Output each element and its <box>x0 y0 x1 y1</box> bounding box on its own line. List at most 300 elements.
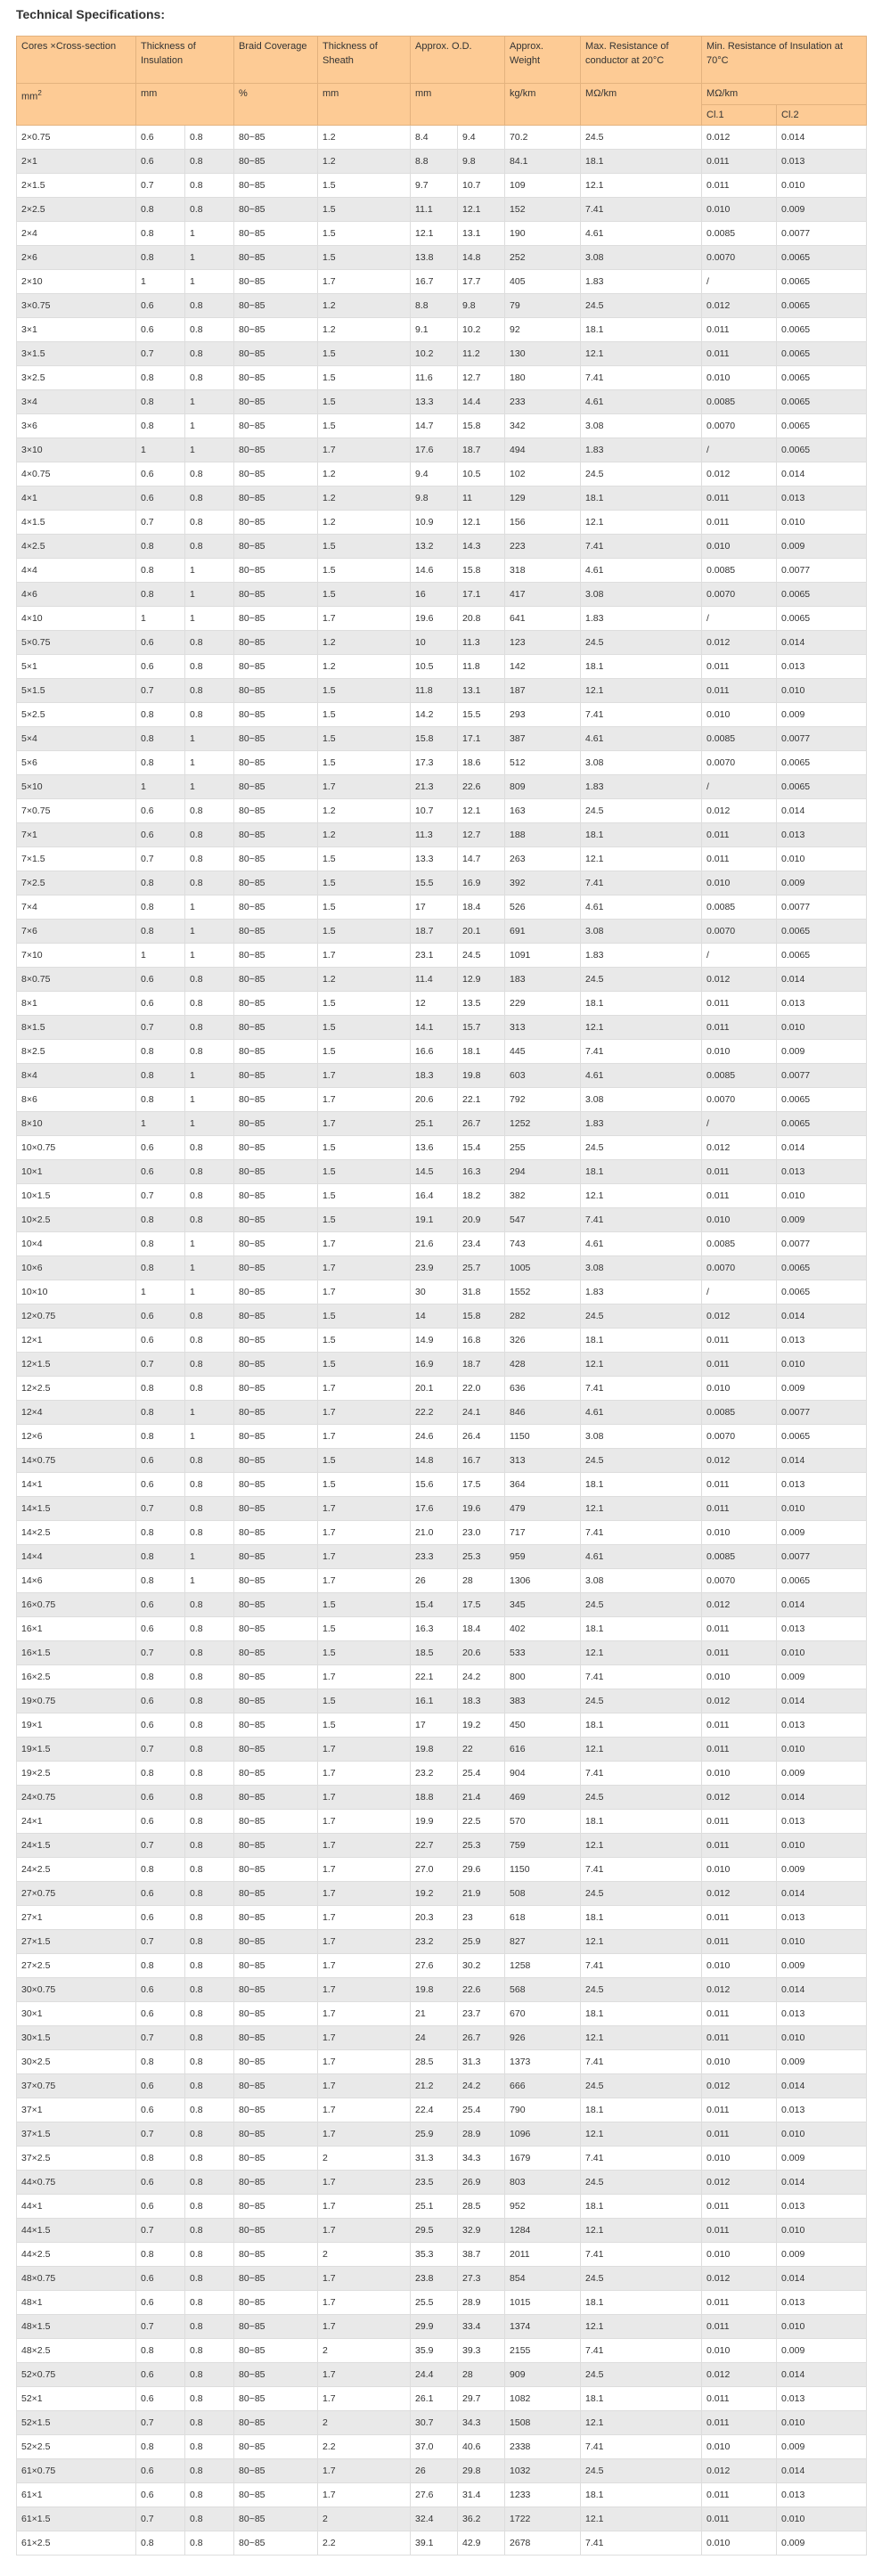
cell-insulation-cl1: 0.011 <box>702 1641 777 1665</box>
cell-braid-coverage: 80~85 <box>234 150 318 174</box>
cell-insulation-min: 0.6 <box>136 1882 185 1906</box>
cell-od-max: 25.3 <box>458 1834 505 1858</box>
cell-braid-coverage: 80~85 <box>234 2098 318 2122</box>
cell-braid-coverage: 80~85 <box>234 126 318 150</box>
cell-weight: 1082 <box>505 2387 581 2411</box>
cell-insulation-max: 0.8 <box>185 2195 234 2219</box>
cell-insulation-cl1: 0.011 <box>702 1160 777 1184</box>
table-row <box>17 462 867 487</box>
cell-od-min: 15.4 <box>411 1593 458 1617</box>
cell-weight: 152 <box>505 198 581 222</box>
cell-insulation-min: 0.8 <box>136 727 185 751</box>
cell-cores: 5×1.5 <box>17 679 136 703</box>
cell-insulation-cl1: 0.012 <box>702 2267 777 2291</box>
cell-max-resistance: 24.5 <box>581 294 702 318</box>
cell-sheath-thickness: 1.5 <box>318 559 411 583</box>
cell-insulation-min: 0.6 <box>136 2074 185 2098</box>
cell-od-min: 21.6 <box>411 1232 458 1256</box>
cell-od-min: 10.7 <box>411 799 458 823</box>
cell-od-max: 24.2 <box>458 2074 505 2098</box>
cell-braid-coverage: 80~85 <box>234 1473 318 1497</box>
table-row <box>17 751 867 775</box>
cell-cores: 8×6 <box>17 1088 136 1112</box>
cell-braid-coverage: 80~85 <box>234 1040 318 1064</box>
cell-weight: 952 <box>505 2195 581 2219</box>
cell-od-max: 12.7 <box>458 366 505 390</box>
table-row <box>17 2267 867 2291</box>
cell-max-resistance: 18.1 <box>581 1810 702 1834</box>
cell-cores: 19×1.5 <box>17 1738 136 1762</box>
cell-insulation-cl1: 0.0070 <box>702 920 777 944</box>
cell-cores: 3×6 <box>17 414 136 438</box>
cell-weight: 717 <box>505 1521 581 1545</box>
cell-insulation-cl1: 0.010 <box>702 1858 777 1882</box>
cell-max-resistance: 12.1 <box>581 1930 702 1954</box>
cell-insulation-min: 0.7 <box>136 1834 185 1858</box>
cell-sheath-thickness: 1.5 <box>318 1593 411 1617</box>
cell-max-resistance: 7.41 <box>581 2050 702 2074</box>
cell-insulation-max: 0.8 <box>185 2483 234 2507</box>
cell-sheath-thickness: 1.7 <box>318 1882 411 1906</box>
cell-insulation-min: 0.6 <box>136 2195 185 2219</box>
cell-cores: 52×2.5 <box>17 2435 136 2459</box>
cell-insulation-cl1: 0.010 <box>702 2147 777 2171</box>
cell-sheath-thickness: 1.7 <box>318 1858 411 1882</box>
cell-insulation-max: 0.8 <box>185 1641 234 1665</box>
table-row <box>17 1353 867 1377</box>
cell-insulation-cl1: 0.010 <box>702 871 777 895</box>
cell-max-resistance: 7.41 <box>581 1521 702 1545</box>
table-row <box>17 2435 867 2459</box>
cell-insulation-min: 0.7 <box>136 2315 185 2339</box>
cell-weight: 345 <box>505 1593 581 1617</box>
cell-insulation-max: 0.8 <box>185 1665 234 1689</box>
cell-cores: 3×2.5 <box>17 366 136 390</box>
cell-insulation-cl2: 0.009 <box>777 2243 867 2267</box>
cell-sheath-thickness: 1.7 <box>318 1377 411 1401</box>
cell-weight: 641 <box>505 607 581 631</box>
cell-braid-coverage: 80~85 <box>234 1353 318 1377</box>
cell-max-resistance: 7.41 <box>581 1377 702 1401</box>
table-row <box>17 2387 867 2411</box>
cell-cores: 8×4 <box>17 1064 136 1088</box>
cell-insulation-cl1: 0.012 <box>702 1136 777 1160</box>
table-row <box>17 2219 867 2243</box>
cell-cores: 37×1.5 <box>17 2122 136 2147</box>
table-row <box>17 703 867 727</box>
cell-insulation-min: 0.8 <box>136 871 185 895</box>
cell-insulation-cl2: 0.010 <box>777 847 867 871</box>
cell-max-resistance: 1.83 <box>581 438 702 462</box>
cell-insulation-cl2: 0.014 <box>777 2171 867 2195</box>
cell-insulation-cl1: / <box>702 944 777 968</box>
cell-od-max: 11.3 <box>458 631 505 655</box>
cell-insulation-cl1: / <box>702 775 777 799</box>
cell-insulation-cl2: 0.014 <box>777 1304 867 1329</box>
cell-insulation-cl2: 0.0065 <box>777 1112 867 1136</box>
cell-od-min: 15.5 <box>411 871 458 895</box>
cell-od-max: 12.1 <box>458 198 505 222</box>
cell-insulation-max: 0.8 <box>185 2411 234 2435</box>
cell-insulation-cl2: 0.013 <box>777 1329 867 1353</box>
table-row <box>17 2026 867 2050</box>
cell-insulation-cl1: 0.012 <box>702 2363 777 2387</box>
cell-od-max: 20.8 <box>458 607 505 631</box>
table-row <box>17 2074 867 2098</box>
cell-od-min: 9.1 <box>411 318 458 342</box>
cell-od-max: 13.5 <box>458 992 505 1016</box>
cell-insulation-cl2: 0.010 <box>777 1497 867 1521</box>
cell-cores: 30×2.5 <box>17 2050 136 2074</box>
cell-cores: 10×10 <box>17 1280 136 1304</box>
cell-cores: 44×0.75 <box>17 2171 136 2195</box>
cell-od-max: 22.5 <box>458 1810 505 1834</box>
cell-insulation-cl1: 0.011 <box>702 318 777 342</box>
cell-od-min: 16.9 <box>411 1353 458 1377</box>
cell-braid-coverage: 80~85 <box>234 944 318 968</box>
cell-sheath-thickness: 1.5 <box>318 992 411 1016</box>
cell-weight: 1552 <box>505 1280 581 1304</box>
cell-insulation-min: 1 <box>136 270 185 294</box>
cell-od-min: 11.4 <box>411 968 458 992</box>
cell-insulation-max: 0.8 <box>185 2219 234 2243</box>
cell-od-min: 30 <box>411 1280 458 1304</box>
cell-cores: 3×1.5 <box>17 342 136 366</box>
cell-cores: 5×4 <box>17 727 136 751</box>
cell-cores: 14×4 <box>17 1545 136 1569</box>
cell-sheath-thickness: 1.5 <box>318 174 411 198</box>
cell-weight: 494 <box>505 438 581 462</box>
cell-insulation-cl1: 0.011 <box>702 2507 777 2531</box>
cell-max-resistance: 3.08 <box>581 920 702 944</box>
cell-insulation-cl2: 0.009 <box>777 703 867 727</box>
cell-weight: 846 <box>505 1401 581 1425</box>
cell-insulation-max: 1 <box>185 246 234 270</box>
cell-insulation-max: 0.8 <box>185 1449 234 1473</box>
cell-insulation-cl2: 0.0065 <box>777 1088 867 1112</box>
cell-insulation-cl2: 0.009 <box>777 2435 867 2459</box>
cell-braid-coverage: 80~85 <box>234 1665 318 1689</box>
cell-od-max: 40.6 <box>458 2435 505 2459</box>
cell-cores: 2×0.75 <box>17 126 136 150</box>
cell-od-min: 18.5 <box>411 1641 458 1665</box>
cell-max-resistance: 1.83 <box>581 1280 702 1304</box>
cell-cores: 48×1.5 <box>17 2315 136 2339</box>
cell-insulation-min: 0.8 <box>136 1401 185 1425</box>
cell-sheath-thickness: 1.5 <box>318 342 411 366</box>
table-row <box>17 390 867 414</box>
cell-braid-coverage: 80~85 <box>234 2363 318 2387</box>
table-row <box>17 1665 867 1689</box>
cell-cores: 7×0.75 <box>17 799 136 823</box>
cell-insulation-cl1: 0.012 <box>702 462 777 487</box>
table-row <box>17 1473 867 1497</box>
cell-insulation-cl2: 0.014 <box>777 1978 867 2002</box>
cell-insulation-cl2: 0.010 <box>777 1834 867 1858</box>
cell-braid-coverage: 80~85 <box>234 583 318 607</box>
cell-od-max: 29.7 <box>458 2387 505 2411</box>
cell-od-min: 11.3 <box>411 823 458 847</box>
cell-insulation-cl2: 0.009 <box>777 198 867 222</box>
unit-braid: % <box>234 84 318 126</box>
cell-max-resistance: 3.08 <box>581 1256 702 1280</box>
cell-insulation-min: 0.8 <box>136 1256 185 1280</box>
cell-sheath-thickness: 1.5 <box>318 751 411 775</box>
cell-max-resistance: 3.08 <box>581 414 702 438</box>
cell-insulation-cl2: 0.014 <box>777 1786 867 1810</box>
cell-sheath-thickness: 1.7 <box>318 1810 411 1834</box>
cell-weight: 809 <box>505 775 581 799</box>
table-row <box>17 1786 867 1810</box>
cell-max-resistance: 7.41 <box>581 2147 702 2171</box>
cell-insulation-min: 0.6 <box>136 2267 185 2291</box>
cell-od-min: 16.3 <box>411 1617 458 1641</box>
header-class-2: Cl.2 <box>777 105 867 126</box>
cell-insulation-cl2: 0.0065 <box>777 920 867 944</box>
cell-od-min: 24.4 <box>411 2363 458 2387</box>
cell-sheath-thickness: 1.2 <box>318 823 411 847</box>
cell-weight: 827 <box>505 1930 581 1954</box>
cell-braid-coverage: 80~85 <box>234 2074 318 2098</box>
cell-insulation-max: 0.8 <box>185 126 234 150</box>
cell-insulation-min: 0.7 <box>136 2507 185 2531</box>
cell-braid-coverage: 80~85 <box>234 1569 318 1593</box>
cell-max-resistance: 4.61 <box>581 222 702 246</box>
table-row <box>17 895 867 920</box>
cell-max-resistance: 24.5 <box>581 1304 702 1329</box>
cell-od-max: 18.2 <box>458 1184 505 1208</box>
cell-od-max: 12.1 <box>458 799 505 823</box>
cell-od-max: 12.7 <box>458 823 505 847</box>
cell-od-min: 15.6 <box>411 1473 458 1497</box>
cell-sheath-thickness: 1.5 <box>318 1449 411 1473</box>
cell-sheath-thickness: 1.5 <box>318 414 411 438</box>
table-row <box>17 631 867 655</box>
cell-insulation-cl1: 0.011 <box>702 1906 777 1930</box>
cell-max-resistance: 12.1 <box>581 2315 702 2339</box>
cell-cores: 8×1 <box>17 992 136 1016</box>
cell-insulation-cl1: 0.011 <box>702 174 777 198</box>
cell-insulation-max: 0.8 <box>185 366 234 390</box>
cell-cores: 27×0.75 <box>17 1882 136 1906</box>
cell-max-resistance: 7.41 <box>581 535 702 559</box>
cell-sheath-thickness: 1.5 <box>318 583 411 607</box>
cell-od-min: 14.6 <box>411 559 458 583</box>
cell-sheath-thickness: 1.5 <box>318 390 411 414</box>
cell-insulation-max: 0.8 <box>185 150 234 174</box>
cell-od-min: 19.2 <box>411 1882 458 1906</box>
cell-od-min: 13.8 <box>411 246 458 270</box>
cell-weight: 255 <box>505 1136 581 1160</box>
cell-max-resistance: 18.1 <box>581 823 702 847</box>
cell-od-min: 14.7 <box>411 414 458 438</box>
table-row <box>17 2507 867 2531</box>
cell-insulation-min: 0.8 <box>136 1377 185 1401</box>
cell-insulation-min: 0.6 <box>136 462 185 487</box>
cell-sheath-thickness: 1.7 <box>318 1064 411 1088</box>
table-row <box>17 342 867 366</box>
cell-max-resistance: 1.83 <box>581 270 702 294</box>
cell-insulation-cl1: 0.010 <box>702 2050 777 2074</box>
cell-insulation-min: 0.7 <box>136 511 185 535</box>
cell-od-min: 23.5 <box>411 2171 458 2195</box>
cell-insulation-max: 0.8 <box>185 1810 234 1834</box>
cell-sheath-thickness: 1.5 <box>318 1689 411 1713</box>
cell-weight: 1374 <box>505 2315 581 2339</box>
cell-max-resistance: 24.5 <box>581 2459 702 2483</box>
cell-insulation-min: 0.6 <box>136 1329 185 1353</box>
cell-cores: 14×1.5 <box>17 1497 136 1521</box>
table-row <box>17 799 867 823</box>
cell-insulation-cl2: 0.010 <box>777 2315 867 2339</box>
cell-od-min: 23.3 <box>411 1545 458 1569</box>
table-row <box>17 2531 867 2556</box>
cell-od-min: 26 <box>411 2459 458 2483</box>
table-row <box>17 2050 867 2074</box>
cell-insulation-min: 0.6 <box>136 968 185 992</box>
cell-od-min: 13.3 <box>411 390 458 414</box>
cell-insulation-cl1: 0.0085 <box>702 727 777 751</box>
cell-insulation-cl2: 0.013 <box>777 2387 867 2411</box>
cell-sheath-thickness: 1.2 <box>318 462 411 487</box>
table-row <box>17 2243 867 2267</box>
cell-insulation-min: 0.6 <box>136 126 185 150</box>
cell-braid-coverage: 80~85 <box>234 1834 318 1858</box>
cell-insulation-min: 0.8 <box>136 1521 185 1545</box>
cell-sheath-thickness: 1.7 <box>318 1954 411 1978</box>
table-row <box>17 1689 867 1713</box>
cell-insulation-min: 0.8 <box>136 1064 185 1088</box>
cell-sheath-thickness: 1.5 <box>318 703 411 727</box>
cell-insulation-max: 1 <box>185 1232 234 1256</box>
cell-sheath-thickness: 1.5 <box>318 1641 411 1665</box>
cell-max-resistance: 12.1 <box>581 847 702 871</box>
cell-max-resistance: 7.41 <box>581 198 702 222</box>
cell-insulation-max: 0.8 <box>185 174 234 198</box>
cell-insulation-cl1: 0.012 <box>702 799 777 823</box>
cell-insulation-cl2: 0.013 <box>777 2291 867 2315</box>
cell-weight: 79 <box>505 294 581 318</box>
cell-insulation-cl1: 0.0085 <box>702 895 777 920</box>
table-row <box>17 535 867 559</box>
cell-braid-coverage: 80~85 <box>234 222 318 246</box>
cell-od-min: 17 <box>411 1713 458 1738</box>
cell-insulation-cl1: 0.010 <box>702 366 777 390</box>
cell-max-resistance: 12.1 <box>581 342 702 366</box>
cell-insulation-cl1: 0.011 <box>702 1738 777 1762</box>
cell-sheath-thickness: 1.5 <box>318 920 411 944</box>
cell-sheath-thickness: 1.5 <box>318 1136 411 1160</box>
cell-od-min: 18.7 <box>411 920 458 944</box>
cell-insulation-min: 0.6 <box>136 1136 185 1160</box>
cell-sheath-thickness: 1.7 <box>318 2459 411 2483</box>
cell-cores: 12×1 <box>17 1329 136 1353</box>
table-row <box>17 2002 867 2026</box>
cell-insulation-cl1: 0.0070 <box>702 414 777 438</box>
cell-sheath-thickness: 1.7 <box>318 270 411 294</box>
cell-insulation-min: 0.8 <box>136 920 185 944</box>
cell-insulation-cl2: 0.009 <box>777 1521 867 1545</box>
cell-od-min: 11.1 <box>411 198 458 222</box>
cell-insulation-cl1: / <box>702 1112 777 1136</box>
cell-od-max: 28 <box>458 1569 505 1593</box>
cell-cores: 14×2.5 <box>17 1521 136 1545</box>
cell-max-resistance: 4.61 <box>581 1232 702 1256</box>
cell-max-resistance: 7.41 <box>581 2531 702 2556</box>
cell-braid-coverage: 80~85 <box>234 1882 318 1906</box>
cell-insulation-cl1: 0.011 <box>702 511 777 535</box>
cell-insulation-cl2: 0.0065 <box>777 438 867 462</box>
cell-od-max: 20.1 <box>458 920 505 944</box>
table-row <box>17 1401 867 1425</box>
cell-insulation-min: 0.8 <box>136 2435 185 2459</box>
table-row <box>17 1064 867 1088</box>
cell-max-resistance: 3.08 <box>581 751 702 775</box>
cell-weight: 417 <box>505 583 581 607</box>
cell-weight: 293 <box>505 703 581 727</box>
cell-od-max: 15.4 <box>458 1136 505 1160</box>
cell-max-resistance: 12.1 <box>581 174 702 198</box>
cell-sheath-thickness: 1.7 <box>318 2050 411 2074</box>
cell-insulation-cl2: 0.0065 <box>777 246 867 270</box>
cell-od-min: 23.2 <box>411 1762 458 1786</box>
cell-sheath-thickness: 1.7 <box>318 2195 411 2219</box>
cell-max-resistance: 18.1 <box>581 487 702 511</box>
cell-od-max: 26.7 <box>458 1112 505 1136</box>
table-row <box>17 1136 867 1160</box>
cell-cores: 4×6 <box>17 583 136 607</box>
table-row <box>17 1617 867 1641</box>
cell-insulation-cl2: 0.010 <box>777 2411 867 2435</box>
table-row <box>17 1810 867 1834</box>
cell-insulation-cl2: 0.013 <box>777 1473 867 1497</box>
cell-insulation-cl2: 0.014 <box>777 126 867 150</box>
cell-sheath-thickness: 1.5 <box>318 246 411 270</box>
cell-insulation-cl2: 0.013 <box>777 1906 867 1930</box>
cell-max-resistance: 24.5 <box>581 2171 702 2195</box>
header-cores: Cores ×Cross-section <box>17 37 136 84</box>
cell-weight: 428 <box>505 1353 581 1377</box>
cell-od-min: 22.1 <box>411 1665 458 1689</box>
cell-max-resistance: 12.1 <box>581 2219 702 2243</box>
cell-insulation-min: 1 <box>136 944 185 968</box>
cell-braid-coverage: 80~85 <box>234 487 318 511</box>
cell-od-min: 17.6 <box>411 438 458 462</box>
cell-insulation-cl2: 0.009 <box>777 1377 867 1401</box>
cell-insulation-cl1: 0.010 <box>702 1665 777 1689</box>
cell-insulation-cl2: 0.010 <box>777 1016 867 1040</box>
cell-insulation-cl1: 0.0070 <box>702 1088 777 1112</box>
cell-insulation-min: 0.8 <box>136 1040 185 1064</box>
unit-od: mm <box>411 84 505 126</box>
cell-insulation-max: 1 <box>185 1401 234 1425</box>
cell-max-resistance: 12.1 <box>581 1184 702 1208</box>
cell-max-resistance: 18.1 <box>581 2002 702 2026</box>
cell-insulation-cl1: 0.011 <box>702 2098 777 2122</box>
cell-braid-coverage: 80~85 <box>234 1304 318 1329</box>
cell-cores: 5×6 <box>17 751 136 775</box>
cell-od-max: 25.4 <box>458 1762 505 1786</box>
cell-sheath-thickness: 1.5 <box>318 222 411 246</box>
cell-insulation-max: 1 <box>185 775 234 799</box>
cell-cores: 7×6 <box>17 920 136 944</box>
cell-od-max: 25.4 <box>458 2098 505 2122</box>
cell-braid-coverage: 80~85 <box>234 198 318 222</box>
cell-insulation-cl1: 0.011 <box>702 1834 777 1858</box>
cell-max-resistance: 1.83 <box>581 607 702 631</box>
cell-cores: 8×0.75 <box>17 968 136 992</box>
cell-braid-coverage: 80~85 <box>234 2291 318 2315</box>
